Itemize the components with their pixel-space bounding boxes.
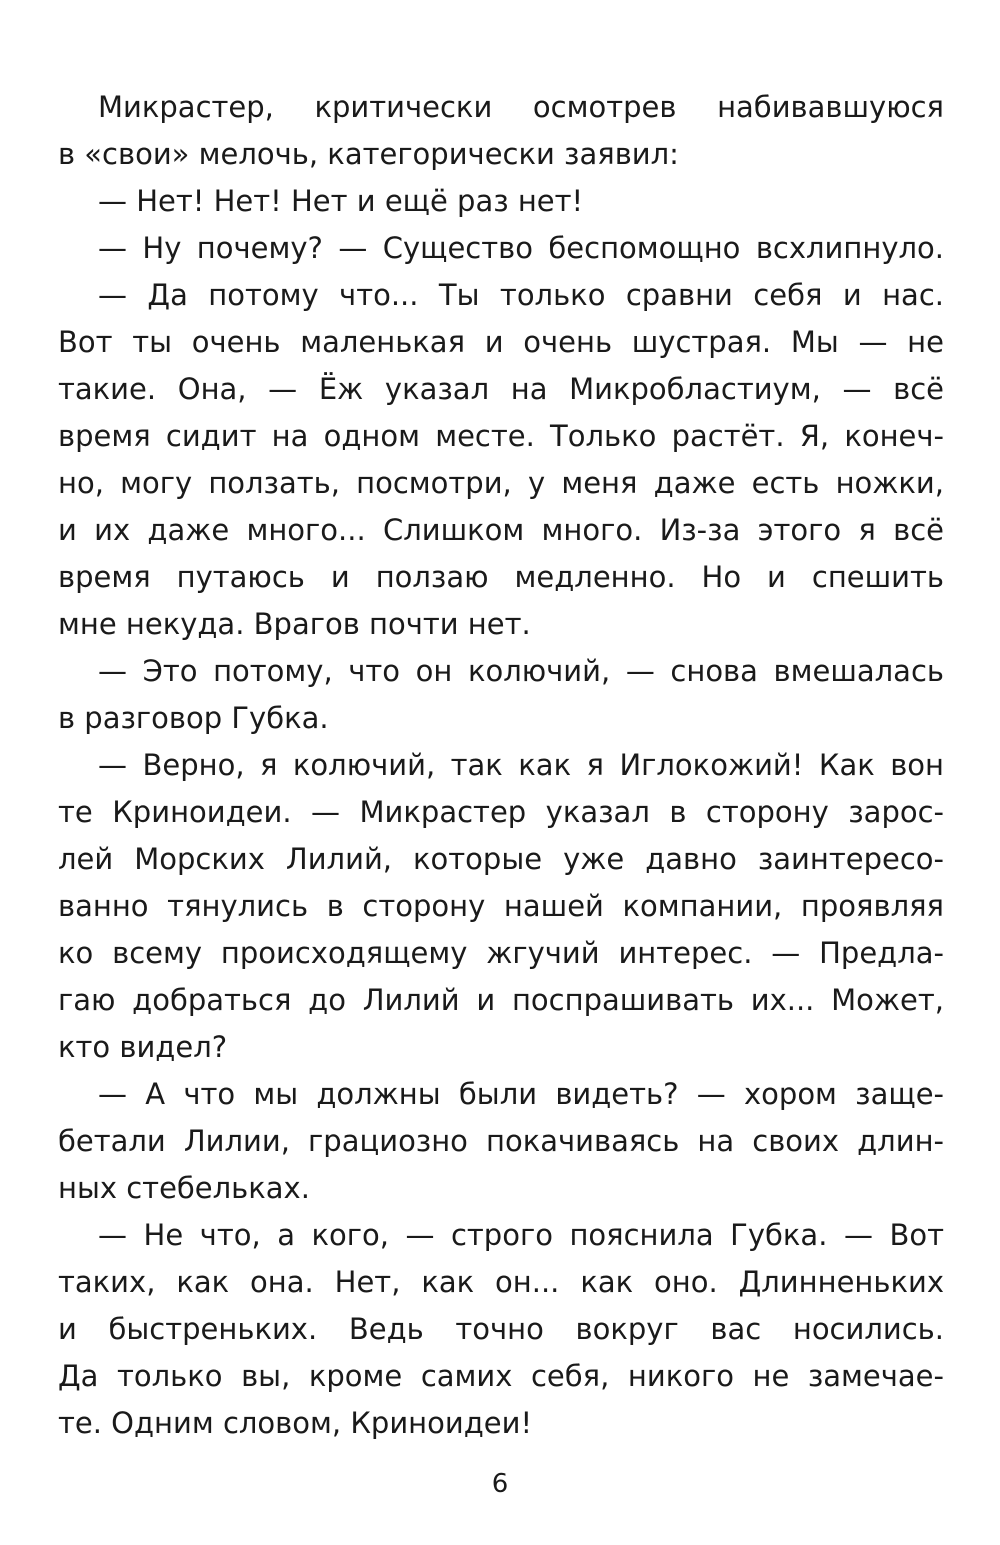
- text-line: — Верно, я колючий, так как я Иглокожий! Как вон: [98, 748, 944, 782]
- text-line: мне некуда. Врагов почти нет.: [58, 607, 531, 641]
- text-line: такие. Она, — Ёж указал на Микробластиум, — всё: [58, 372, 944, 406]
- text-line: в «свои» мелочь, категорически заявил:: [58, 137, 679, 171]
- text-line: те. Одним словом, Криноидеи!: [58, 1406, 533, 1440]
- text-line: время путаюсь и ползаю медленно. Но и спешить: [58, 560, 944, 594]
- text-line: — Ну почему? — Существо беспомощно всхлипнуло.: [98, 231, 944, 265]
- text-line: гаю добраться до Лилий и поспрашивать их... Может,: [58, 983, 944, 1017]
- text-line: кто видел?: [58, 1030, 228, 1064]
- text-line: ванно тянулись в сторону нашей компании, проявляя: [58, 889, 944, 923]
- text-line: те Криноидеи. — Микрастер указал в сторону зарос-: [58, 795, 944, 829]
- text-line: — А что мы должны были видеть? — хором заще-: [98, 1077, 944, 1111]
- text-line: Микрастер, критически осмотрев набивавшуюся: [98, 90, 944, 124]
- page-number: 6: [491, 1469, 509, 1499]
- text-line: бетали Лилии, грациозно покачиваясь на своих длин-: [58, 1124, 944, 1158]
- text-line: Вот ты очень маленькая и очень шустрая. Мы — не: [58, 325, 944, 359]
- text-line: Да только вы, кроме самих себя, никого не замечае-: [58, 1359, 944, 1393]
- text-line: и их даже много... Слишком много. Из-за этого я всё: [58, 513, 944, 547]
- body-text: [58, 84, 944, 1447]
- text-line: и быстреньких. Ведь точно вокруг вас носились.: [58, 1312, 944, 1346]
- text-line: но, могу ползать, посмотри, у меня даже есть ножки,: [58, 466, 944, 500]
- text-line: в разговор Губка.: [58, 701, 329, 735]
- text-line: — Да потому что... Ты только сравни себя и нас.: [98, 278, 944, 312]
- text-line: — Это потому, что он колючий, — снова вмешалась: [98, 654, 944, 688]
- text-line: лей Морских Лилий, которые уже давно заинтересо-: [58, 842, 944, 876]
- text-line: — Не что, а кого, — строго пояснила Губка. — Вот: [98, 1218, 944, 1252]
- text-line: ных стебельках.: [58, 1171, 310, 1205]
- text-line: — Нет! Нет! Нет и ещё раз нет!: [98, 184, 584, 218]
- text-line: таких, как она. Нет, как он... как оно. Длинненьких: [58, 1265, 944, 1299]
- text-line: ко всему происходящему жгучий интерес. — Предла-: [58, 936, 944, 970]
- text-line: время сидит на одном месте. Только растёт. Я, конеч-: [58, 419, 944, 453]
